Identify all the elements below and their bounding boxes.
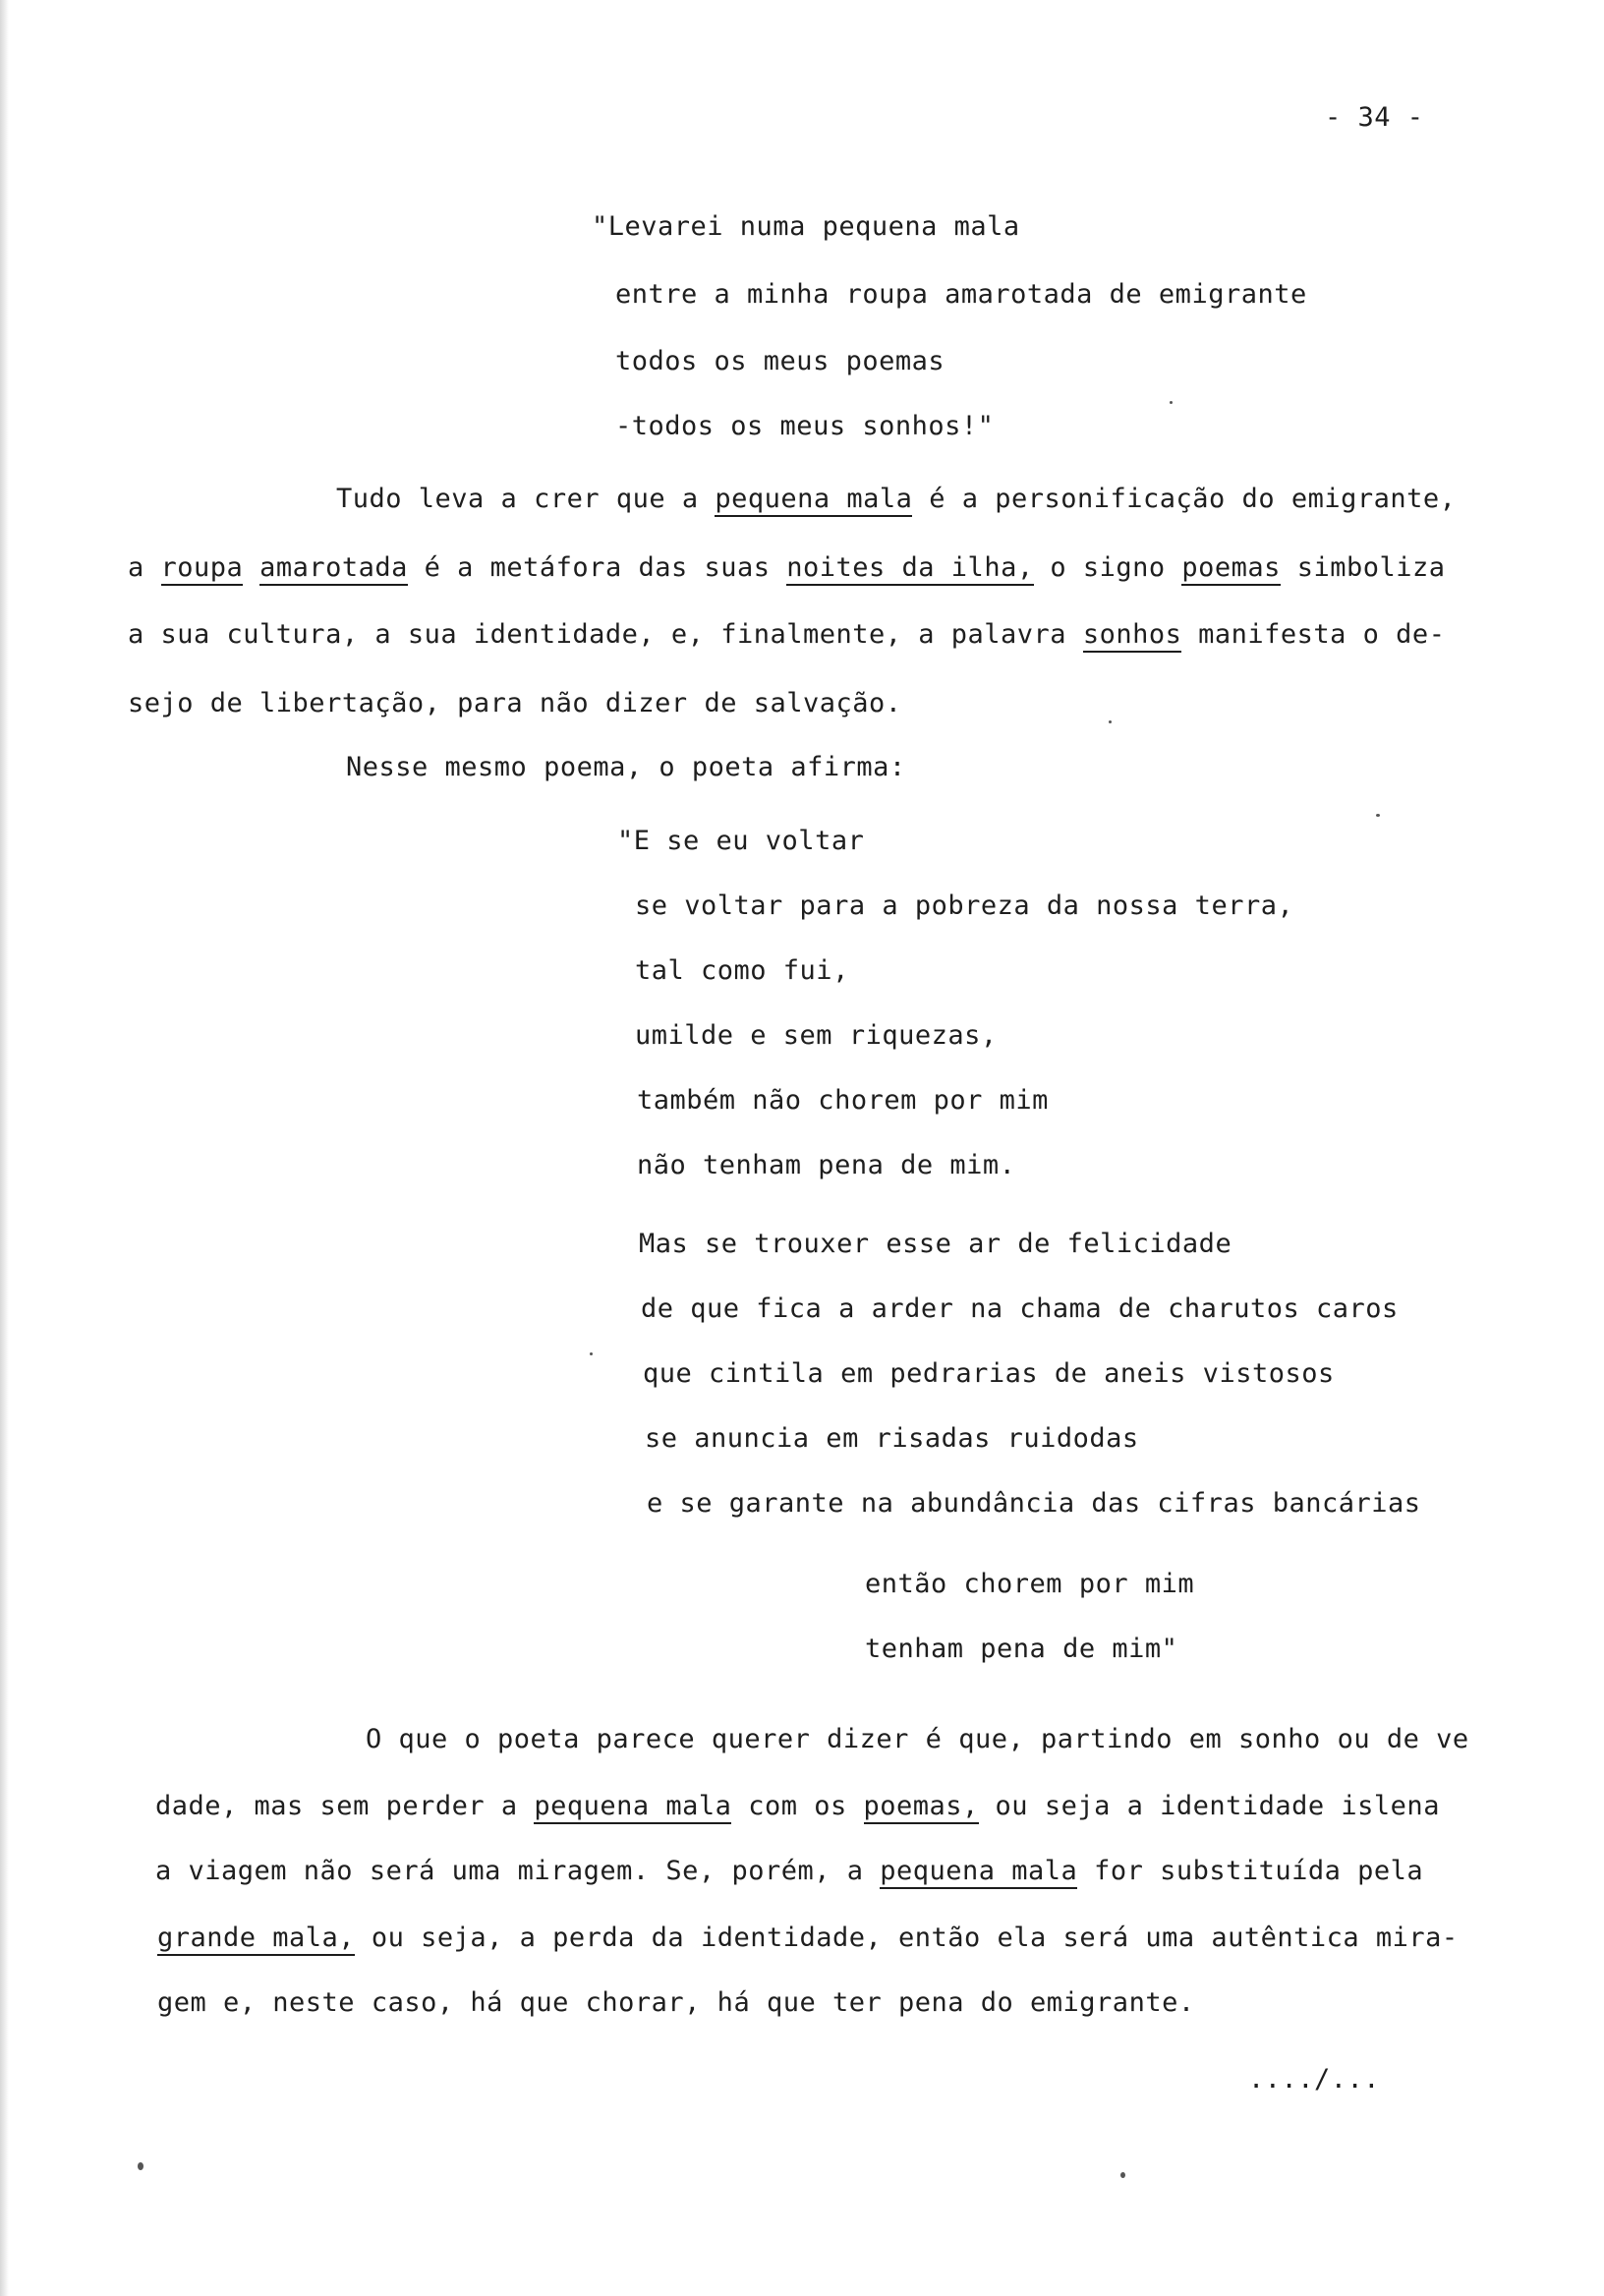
quote-line: de que fica a arder na chama de charutos caros <box>641 1293 1399 1324</box>
scan-speck <box>590 1352 593 1355</box>
quote-line: se anuncia em risadas ruidodas <box>645 1423 1139 1454</box>
paragraph-line: sejo de libertação, para não dizer de salvação. <box>128 688 902 718</box>
quote-line: entre a minha roupa amarotada de emigrante <box>615 279 1307 310</box>
quote-line: tal como fui, <box>635 955 849 986</box>
scan-speck <box>138 2162 143 2170</box>
underlined-term: grande mala, <box>157 1923 355 1956</box>
underlined-term: poemas, <box>864 1791 979 1824</box>
quote-line: não tenham pena de mim. <box>637 1150 1016 1180</box>
scan-speck <box>1170 401 1173 404</box>
underlined-term: noites da ilha, <box>786 552 1033 586</box>
underlined-term: pequena mala <box>534 1791 731 1824</box>
quote-line: e se garante na abundância das cifras bancárias <box>647 1488 1421 1519</box>
quote-line: também não chorem por mim <box>637 1085 1049 1116</box>
intro-line: Nesse mesmo poema, o poeta afirma: <box>346 752 906 782</box>
underlined-term: pequena mala <box>715 484 912 517</box>
page-number: - 34 - <box>1325 102 1424 133</box>
quote-line: Mas se trouxer esse ar de felicidade <box>639 1229 1232 1259</box>
paragraph-line: a viagem não será uma miragem. Se, porém, a pequena mala for substituída pela <box>155 1856 1423 1886</box>
quote-line: que cintila em pedrarias de aneis vistosos <box>643 1358 1335 1389</box>
paragraph-line: O que o poeta parece querer dizer é que, partindo em sonho ou de ve <box>366 1724 1469 1754</box>
paragraph-line: dade, mas sem perder a pequena mala com os poemas, ou seja a identidade islena <box>155 1791 1440 1821</box>
quote-line: então chorem por mim <box>865 1569 1195 1599</box>
underlined-term: roupa <box>161 552 244 586</box>
continuation-mark: ..../... <box>1248 2064 1381 2095</box>
scan-edge-shadow <box>0 0 9 2296</box>
quote-line: se voltar para a pobreza da nossa terra, <box>635 890 1294 921</box>
scan-speck <box>1120 2172 1125 2178</box>
paragraph-line: a roupa amarotada é a metáfora das suas noites da ilha, o signo poemas simboliza <box>128 552 1446 583</box>
underlined-term: amarotada <box>259 552 408 586</box>
quote-line: umilde e sem riquezas, <box>635 1020 998 1051</box>
quote-line: "E se eu voltar <box>617 826 865 856</box>
paragraph-line: gem e, neste caso, há que chorar, há que ter pena do emigrante. <box>157 1987 1195 2018</box>
underlined-term: poemas <box>1181 552 1281 586</box>
quote-line: "Levarei numa pequena mala <box>592 211 1020 242</box>
underlined-term: pequena mala <box>880 1856 1077 1889</box>
quote-line: tenham pena de mim" <box>865 1634 1178 1664</box>
paragraph-line: a sua cultura, a sua identidade, e, finalmente, a palavra sonhos manifesta o de- <box>128 619 1445 650</box>
scan-speck <box>1109 720 1112 723</box>
paragraph-line: Tudo leva a crer que a pequena mala é a personificação do emigrante, <box>336 484 1456 514</box>
quote-line: -todos os meus sonhos!" <box>615 411 995 441</box>
quote-line: todos os meus poemas <box>615 346 945 376</box>
underlined-term: sonhos <box>1083 619 1182 653</box>
paragraph-line: grande mala, ou seja, a perda da identidade, então ela será uma autêntica mira- <box>157 1923 1459 1953</box>
scan-speck <box>1376 814 1380 817</box>
